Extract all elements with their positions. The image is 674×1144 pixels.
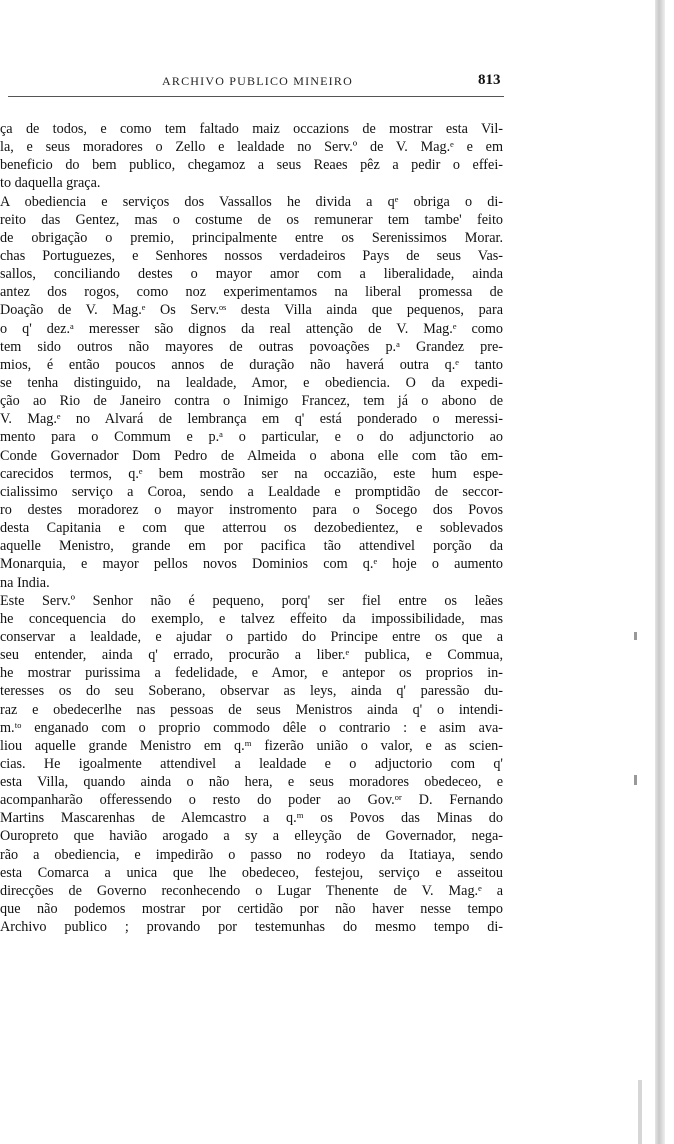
text-line: rão a obediencia, e impedirão o passo no rodeyo da Itatiaya, sendo bbox=[0, 846, 503, 863]
text-line: seu entender, ainda q' errado, procurão a liber.ᵉ publica, e Commua, bbox=[0, 647, 503, 664]
text-line: chas Portuguezes, e Senhores nossos verdadeiros Pays de seus Vas- bbox=[0, 247, 503, 264]
text-line: m.ᵗᵒ enganado com o proprio commodo dêle o contrario : e asim ava- bbox=[0, 719, 503, 736]
text-line: Doação de V. Mag.ᵉ Os Serv.ᵒˢ desta Villa ainda que pequenos, para bbox=[0, 302, 503, 319]
text-line: he mostrar purissima a fedelidade, e Amor, e antepor os proprios in- bbox=[0, 665, 503, 682]
text-line: acompanharão offeressendo o resto do poder ao Gov.ᵒʳ D. Fernando bbox=[0, 792, 503, 809]
text-line: se tenha distinguido, na lealdade, Amor, e obediencia. O da expedi- bbox=[0, 374, 503, 391]
text-line: V. Mag.ᵉ no Alvará de lembrança em q' está ponderado o meressi- bbox=[0, 411, 503, 428]
page-spine-edge bbox=[655, 0, 665, 1144]
text-line: mios, é então poucos annos de duração não haverá outra q.ᵉ tanto bbox=[0, 356, 503, 373]
page-shadow bbox=[638, 1080, 642, 1144]
body-text bbox=[0, 120, 503, 936]
running-header bbox=[0, 74, 520, 94]
text-line: Archivo publico ; provando por testemunhas do mesmo tempo di- bbox=[0, 919, 503, 936]
text-line: esta Comarca a unica que lhe obedeceo, festejou, serviço e asseitou bbox=[0, 864, 503, 881]
text-line: que não podemos mostrar por certidão por não haver nesse tempo bbox=[0, 901, 503, 918]
text-line: la, e seus moradores o Zello e lealdade no Serv.º de V. Mag.ᵉ e em bbox=[0, 139, 503, 156]
text-line: cias. He igoalmente attendivel a lealdade e o adjuctorio com q' bbox=[0, 755, 503, 772]
text-line: Monarquia, e mayor pellos novos Dominios com q.ᵉ hoje o aumento bbox=[0, 556, 503, 573]
text-line: esta Villa, quando ainda o não hera, e seus moradores obedeceo, e bbox=[0, 774, 503, 791]
text-line: raz e obedecerlhe nas pessoas de seus Menistros ainda q' o intendi- bbox=[0, 701, 503, 718]
header-rule bbox=[8, 96, 504, 97]
text-line: reito das Gentez, mas o costume de os remunerar tem tambe' feito bbox=[0, 211, 503, 228]
text-line: to daquella graça. bbox=[0, 175, 101, 192]
text-line: antez dos rogos, como noz experimentamos na liberal promessa de bbox=[0, 284, 503, 301]
text-line: mento para o Commum e p.ᵃ o particular, e o do adjunctorio ao bbox=[0, 429, 503, 446]
text-line: A obediencia e serviços dos Vassallos he divida a qᵉ obriga o di- bbox=[0, 193, 503, 210]
text-line: desta Capitania e com que atterrou os dezobedientez, e soblevados bbox=[0, 520, 503, 537]
text-line: sallos, conciliando destes o mayor amor com a liberalidade, ainda bbox=[0, 266, 503, 283]
text-line: beneficio do bem publico, chegamoz a seus Reaes pêz a pedir o effei- bbox=[0, 157, 503, 174]
text-line: ça de todos, e como tem faltado maiz occazions de mostrar esta Vil- bbox=[0, 121, 503, 137]
scan-speck bbox=[634, 775, 637, 785]
scan-speck bbox=[634, 632, 637, 640]
text-line: conservar a lealdade, e ajudar o partido do Principe entre os que a bbox=[0, 628, 503, 645]
text-line: carecidos termos, q.ᵉ bem mostrão ser na occazião, este hum espe- bbox=[0, 465, 503, 482]
text-line: de obrigação o premio, principalmente entre os Serenissimos Morar. bbox=[0, 229, 503, 246]
text-line: teresses os do seu Soberano, observar as leys, ainda q' paressão du- bbox=[0, 683, 503, 700]
text-line: ção ao Rio de Janeiro contra o Inimigo Francez, tem já o abono de bbox=[0, 393, 503, 410]
text-line: Ouropreto que havião arogado a sy a elleyção de Governador, nega- bbox=[0, 828, 503, 845]
text-line: cialissimo serviço a Coroa, sendo a Lealdade e promptidão de seccor- bbox=[0, 483, 503, 500]
text-line: aquelle Menistro, grande em por pacifica tão attendivel porção da bbox=[0, 538, 503, 555]
header-title: ARCHIVO PUBLICO MINEIRO bbox=[162, 74, 353, 88]
text-line: tem sido outros não mayores de outras povoações p.ᵃ Grandez pre- bbox=[0, 338, 503, 355]
text-line: na India. bbox=[0, 574, 50, 591]
text-line: direcções de Governo reconhecendo o Lugar Thenente de V. Mag.ᵉ a bbox=[0, 882, 503, 899]
text-line: Conde Governador Dom Pedro de Almeida o abona elle com tão em- bbox=[0, 447, 503, 464]
page-number: 813 bbox=[478, 72, 501, 88]
text-line: liou aquelle grande Menistro em q.ᵐ fizerão união o valor, e as scien- bbox=[0, 737, 503, 754]
text-line: Este Serv.º Senhor não é pequeno, porq' ser fiel entre os leães bbox=[0, 592, 503, 609]
text-line: Martins Mascarenhas de Alemcastro a q.ᵐ os Povos das Minas do bbox=[0, 810, 503, 827]
text-line: he concequencia do exemplo, e talvez effeito da impossibilidade, mas bbox=[0, 610, 503, 627]
text-line: o q' dez.ᵃ meresser são dignos da real attenção de V. Mag.ᵉ como bbox=[0, 320, 503, 337]
text-line: ro destes moradorez o mayor instromento para o Socego dos Povos bbox=[0, 501, 503, 518]
